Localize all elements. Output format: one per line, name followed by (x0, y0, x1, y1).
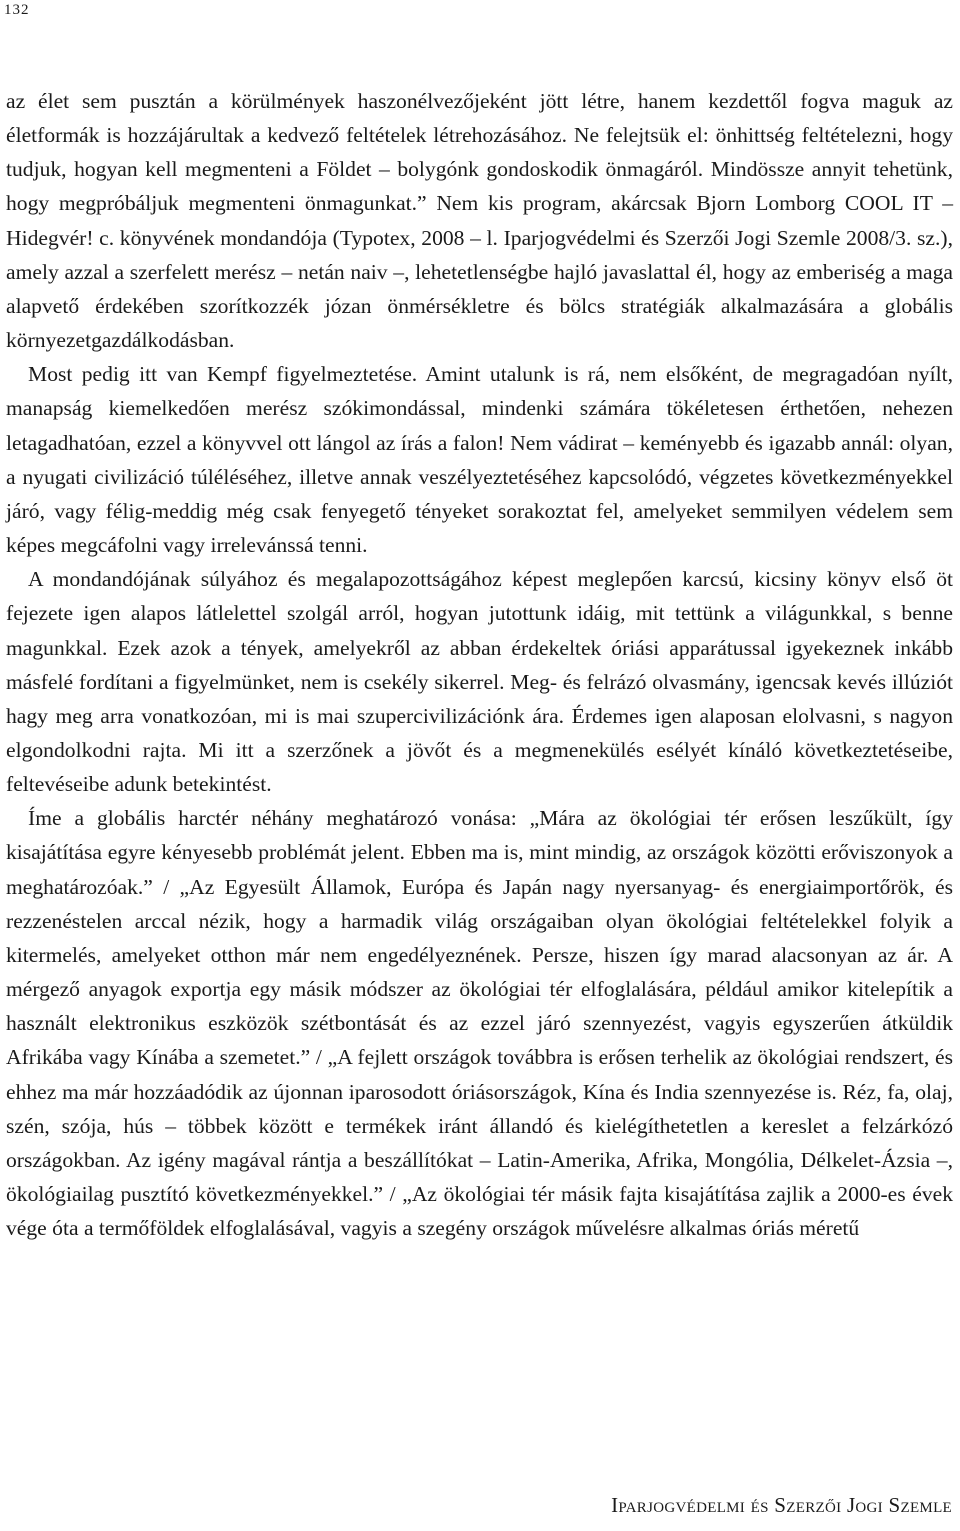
paragraph-1: az élet sem pusztán a körülmények haszonélvezőjeként jött létre, hanem kezdettől fogva maguk az életformák is hozzájárultak a kedvező feltételek létrehozásához. Ne felejtsük el: önhittség feltételezni, hogy tudjuk, hogyan kell megmenteni a Földet – bolygónk gondoskodik önmagáról. Mindössze annyit tehetünk, hogy megpróbáljuk megmenteni önmagunkat.” Nem kis program, akárcsak Bjorn Lomborg COOL IT – Hidegvér! c. könyvének mondandója (Typotex, 2008 – l. Iparjogvédelmi és Szerzői Jogi Szemle 2008/3. sz.), amely azzal a szerfelett merész – netán naiv –, lehetetlenségbe hajló javaslattal él, hogy az emberiség a maga alapvető érdekében szorítkozzék józan önmérsékletre és bölcs stratégiák alkalmazására a globális környezetgazdálkodásban. (6, 89, 953, 353)
running-footer: Iparjogvédelmi és Szerzői Jogi Szemle (611, 1493, 952, 1517)
article-body (6, 84, 953, 1245)
paragraph-4: Íme a globális harctér néhány meghatározó vonása: „Mára az ökológiai tér erősen leszűkült, így kisajátítása egyre kényesebb problémát jelent. Ebben ma is, mint mindig, az országok közötti erőviszonyok a meghatározóak.” / „Az Egyesült Államok, Európa és Japán nagy nyersanyag- és energiaimportőrök, és rezzenéstelen arccal nézik, hogy a harmadik világ országaiban olyan ökológiai feltételekkel folyik a kitermelés, amelyeket otthon már nem engedélyeznének. Persze, hiszen így marad alacsonyan az ár. A mérgező anyagok exportja egy másik módszer az ökológiai tér elfoglalására, például amikor kitelepítik a használt elektronikus eszközök szétbontását és az ezzel járó szennyezést, vagyis egyszerűen átküldik Afrikába vagy Kínába a szemetet.” / „A fejlett országok továbbra is erősen terhelik az ökológiai rendszert, és ehhez ma már hozzáadódik az újonnan iparosodott óriásországok, Kína és India szennyezése is. Réz, fa, olaj, szén, szója, hús – többek között e termékek iránt állandó és kielégíthetetlen a kereslet a felzárkózó országokban. Az igény magával rántja a beszállítókat – Latin-Amerika, Afrika, Mongólia, Délkelet-Ázsia –, ökológiailag pusztító következményekkel.” / „Az ökológiai tér másik fajta kisajátítása zajlik a 2000-es évek vége óta a termőföldek elfoglalásával, vagyis a szegény országok művelésre alkalmas óriás méretű (6, 806, 953, 1241)
page-number: 132 (4, 2, 30, 18)
paragraph-2: Most pedig itt van Kempf figyelmeztetése. Amint utalunk is rá, nem elsőként, de megragadóan nyílt, manapság kiemelkedően merész szókimondással, mindenki számára tökéletesen érthetően, nehezen letagadhatóan, ezzel a könyvvel ott lángol az írás a falon! Nem vádirat – keményebb és igazabb annál: olyan, a nyugati civilizáció túléléséhez, illetve annak veszélyeztetéséhez kapcsolódó, végzetes következményekkel járó, vagy félig-meddig még csak fenyegető tényeket sorakoztat fel, amelyeket semmilyen védelem sem képes megcáfolni vagy irrelevánssá tenni. (6, 362, 953, 558)
paragraph-3: A mondandójának súlyához és megalapozottságához képest meglepően karcsú, kicsiny könyv első öt fejezete igen alapos látlelettel szolgál arról, hogyan jutottunk idáig, mit tettünk a világunkkal, s benne magunkkal. Ezek azok a tények, amelyekről az abban érdekeltek óriási apparátussal igyekeznek inkább másfelé fordítani a figyelmünket, nem is csekély sikerrel. Meg- és felrázó olvasmány, igencsak kevés illúziót hagy meg arra vonatkozóan, mi is mai szupercivilizációnk ára. Érdemes igen alaposan elolvasni, s nagyon elgondolkodni rajta. Mi itt a szerzőnek a jövőt és a megmenekülés esélyét kínáló következtetéseibe, feltevéseibe adunk betekintést. (6, 567, 953, 797)
